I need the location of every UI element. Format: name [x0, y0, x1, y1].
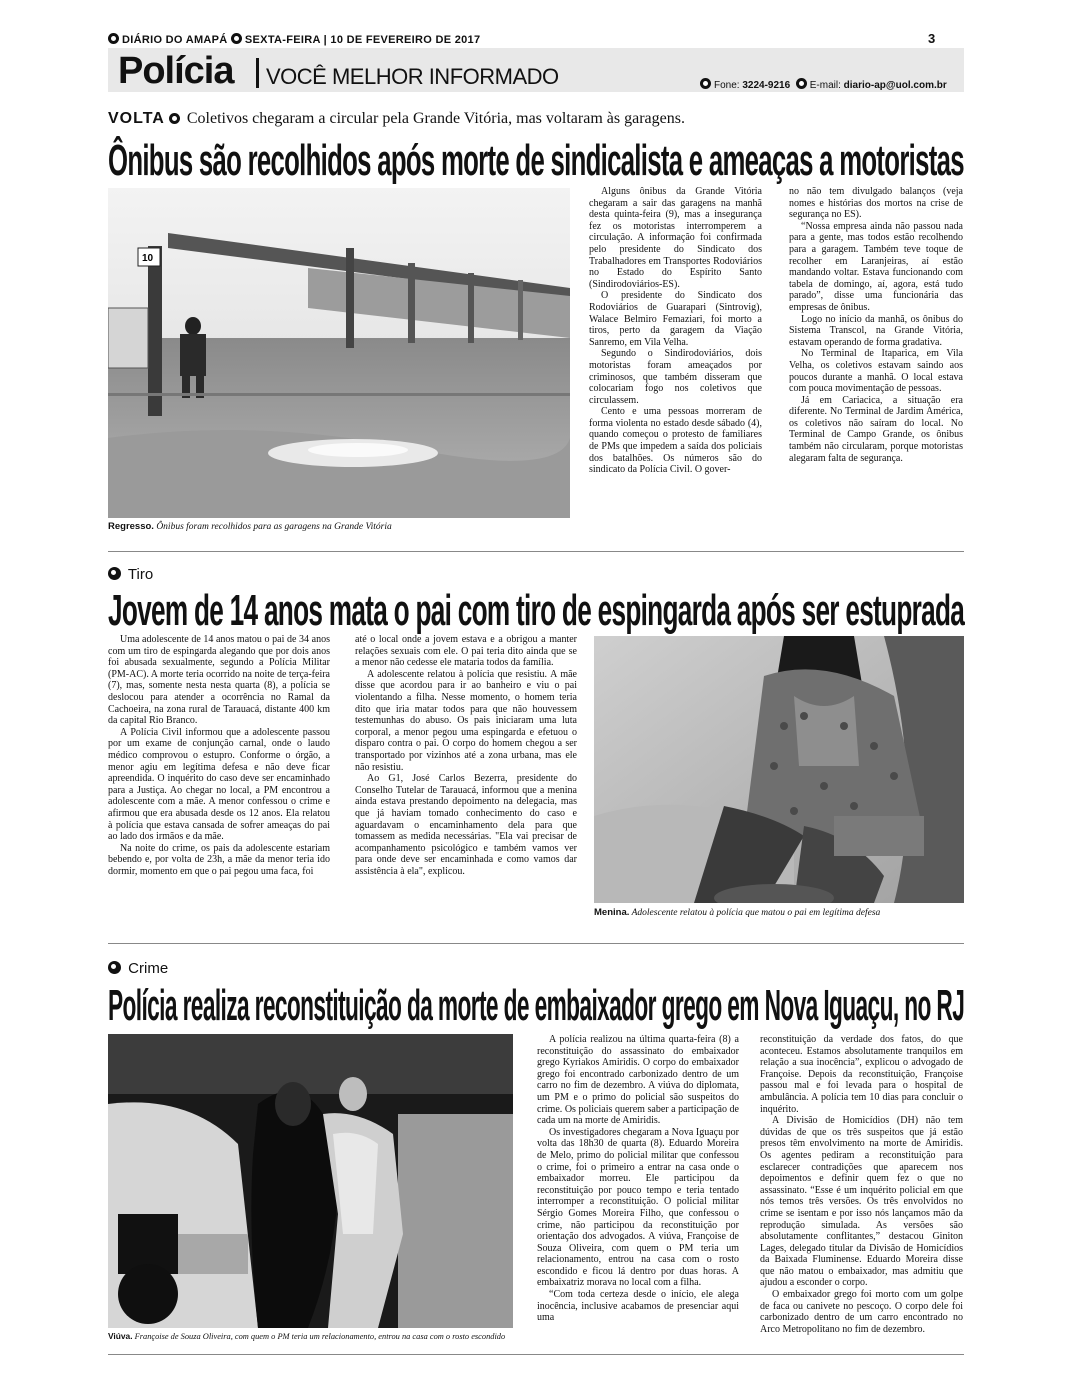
story1-headline: Ônibus são recolhidos após morte de sindicalista e ameaças a motoristas: [108, 136, 964, 185]
story3-caption: [108, 1331, 528, 1341]
email-address: diario-ap@uol.com.br: [843, 80, 947, 91]
section-title: Polícia: [118, 50, 234, 92]
paragraph: A Divisão de Homicídios (DH) não tem dúvidas de que os três suspeitos que já estão presos têm envolvimento na morte de Amiridis. Os agentes pediram a reconstituição para esclarecer contradições que aparecem nos depoimentos e definir quem fez o que no assassinato. “Esse é um inquérito policial em que nós temos três versões. Os três envolvidos no crime se isentam e por isso nós lançamos mão da reprodução simulada. As versões são absolutamente conflitantes,” destacou Giniton Lages, delegado titular da Divisão de Homicídios da Baixada Fluminense. Eduardo Moreira disse que não matou o embaixador, mas admitiu que ajudou a esconder o corpo.: [760, 1115, 963, 1289]
girl-photo: [594, 636, 964, 903]
story1-caption: [108, 521, 570, 532]
story3-column-2: [760, 1034, 963, 1335]
bullet-icon: [108, 567, 121, 580]
paragraph: Na noite do crime, os pais da adolescente estariam bebendo e, por volta de 23h, a mãe da menor teria ido dormir, momento em que o pai pegou uma faca, foi: [108, 842, 330, 877]
divider: [108, 943, 964, 944]
story2-caption: [594, 907, 964, 918]
paragraph: reconstituição da verdade dos fatos, do que aconteceu. Estamos absolutamente tranquilos em relação a sua inocência”, explicou o advogado de Françoise. Depois da reconstituição, Françoise passou mal e foi levada para o hospital de ambulância. A polícia tem 10 dias para concluir o inquérito.: [760, 1034, 963, 1115]
paragraph: Ao G1, José Carlos Bezerra, presidente do Conselho Tutelar de Tarauacá, informou que a menina ainda estava prestando depoimento na delegacia, mas que já haviam tomado conhecimento do caso e aguardavam o encaminhamento dela para que tomassem as medida necessárias. "Ela vai precisar de acompanhamento psicológico e também vamos ver para onde deve ser encaminhada e como vamos dar assistência à ela", explicou.: [355, 773, 577, 877]
paragraph: No Terminal de Itaparica, em Vila Velha, os coletivos estavam saindo aos poucos durante a manhã. O local estava com pouca movimentação de pessoas.: [789, 348, 963, 395]
label-text: Tiro: [127, 566, 154, 583]
issue-date: SEXTA-FEIRA | 10 DE FEVEREIRO DE 2017: [244, 34, 481, 46]
bullet-icon: [108, 33, 119, 44]
kicker-text: Coletivos chegaram a circular pela Grande Vitória, mas voltaram às garagens.: [186, 110, 685, 127]
paragraph: Logo no início da manhã, os ônibus do Sistema Transcol, na Grande Vitória, estavam operando de forma gradativa.: [789, 313, 963, 348]
story3-headline: Polícia realiza reconstituição da morte de embaixador grego em Nova Iguaçu, no RJ: [108, 981, 965, 1030]
email-label: E-mail:: [809, 80, 841, 91]
story2-headline: Jovem de 14 anos mata o pai com tiro de espingarda após ser estuprada: [108, 586, 965, 635]
caption-text: Françoise de Souza Oliveira, com quem o PM teria um relacionamento, entrou na casa com o rosto escondido: [134, 1332, 506, 1341]
caption-label: Viúva.: [108, 1331, 133, 1341]
reconstitution-photo: [108, 1034, 513, 1328]
bullet-icon: [108, 961, 121, 974]
paragraph: Já em Cariacica, a situação era diferente. No Terminal de Jardim América, os coletivos não saíram do local. No Terminal de Campo Grande, os ônibus também não circularam, porque motoristas alegaram falta de segurança.: [789, 394, 963, 464]
story1-column-1: [589, 186, 762, 476]
kicker-label: VOLTA: [108, 110, 165, 127]
bus-terminal-photo: [108, 188, 570, 518]
caption-label: Regresso.: [108, 521, 154, 532]
story3-label: [108, 960, 168, 977]
paragraph: A polícia realizou na última quarta-feira (8) a reconstituição do assassinato do embaixador grego Kyriakos Amiridis. O corpo do embaixador grego foi encontrado carbonizado dentro de um carro no fim de dezembro. A viúva do diplomata, um PM e o primo do policial são suspeitos do crime. Os policiais querem saber a participação de cada um na morte de Amiridis.: [537, 1034, 739, 1127]
divider: [108, 1354, 964, 1355]
paragraph: Os investigadores chegaram a Nova Iguaçu por volta das 18h30 de quarta (8). Eduardo Moreira de Melo, primo do policial militar que confessou o crime, foi o primeiro a entrar na casa onde o embaixador morreu. Ele participou da reconstituição por pouco tempo e teria tentado interromper a reconstituição. O policial militar Sérgio Gomes Moreira Filho, que confessou o crime, não participou da reconstituição por orientação dos advogados. A viúva, Françoise de Souza Oliveira, com quem o PM teria um relacionamento, entrou na casa com o rosto escondido e ficou lá dentro por duas horas. A embaixatriz morava no local com a filha.: [537, 1126, 739, 1289]
caption-text: Adolescente relatou à polícia que matou o pai em legítima defesa: [631, 908, 881, 918]
label-text: Crime: [128, 960, 169, 977]
email-icon: [796, 78, 807, 89]
story2-column-2: [355, 634, 577, 877]
contact-info: [700, 78, 947, 91]
paragraph: A adolescente relatou à polícia que resistiu. A mãe disse que acordou para ir ao banheiro e viu o pai violentando a filha. Nesse momento, o homem teria dito que iria matar todos para que não houvessem testemunhas do abuso. Os pais iniciaram uma luta corporal, a menor pegou uma espingarda e efetuou o disparo contra o pai. O corpo do homem chegou a ser transportado por vizinhos até a zona urbana, mas ele não resistiu.: [355, 668, 577, 773]
phone-label: Fone:: [714, 80, 740, 91]
masthead-line: [108, 33, 480, 46]
paragraph: Cento e uma pessoas morreram de forma violenta no estado desde sábado (4), quando começou o protesto de familiares de PMs que impedem a saída dos policiais dos batalhões. Os números são do sindicato da Polícia Civil. O gover-: [589, 406, 762, 476]
paragraph: O presidente do Sindicato dos Rodoviários de Guarapari (Sintrovig), Walace Belmiro Femaziari, foi morto a tiros, perto da garagem da Viação Sanremo, em Vila Velha.: [589, 290, 762, 348]
page-number: 3: [928, 31, 936, 46]
section-tagline: VOCÊ MELHOR INFORMADO: [266, 64, 559, 89]
paragraph: no não tem divulgado balanços (veja nomes e histórias dos mortos na crise de segurança no ES).: [789, 186, 963, 221]
caption-label: Menina.: [594, 907, 630, 918]
story3-column-1: [537, 1034, 739, 1324]
paragraph: Segundo o Sindirodoviários, dois motoristas foram ameaçados por criminosos, que também disseram que colocariam fogo nos coletivos que circulassem.: [589, 348, 762, 406]
paragraph: Alguns ônibus da Grande Vitória chegaram a sair das garagens na manhã desta quinta-feira (9), mas a insegurança fez os motoristas interromperem a circulação. A informação foi confirmada pelo presidente do Sindicato dos Trabalhadores em Transportes Rodoviários no Estado do Espírito Santo (Sindirodoviários-ES).: [589, 186, 762, 290]
phone-number: 3224-9216: [742, 80, 791, 91]
story1-kicker: [108, 110, 685, 128]
story2-label: [108, 566, 153, 583]
section-divider: [256, 58, 259, 88]
paragraph: Uma adolescente de 14 anos matou o pai de 34 anos com um tiro de espingarda alegando que por dois anos foi abusada sexualmente, segundo a Polícia Militar (PM-AC). A morte teria ocorrido na noite de terça-feira (7), mas, somente nesta nesta quarta (8), a polícia se deslocou para atender a ocorrência no Ramal da Cachoeira, na zona rural de Tarauacá, distante 400 km da capital Rio Branco.: [108, 634, 330, 727]
story2-column-1: [108, 634, 330, 877]
caption-text: Ônibus foram recolhidos para as garagens na Grande Vitória: [156, 522, 392, 532]
paper-name: DIÁRIO DO AMAPÁ: [122, 34, 228, 46]
bullet-icon: [169, 113, 180, 124]
paragraph: “Com toda certeza desde o início, ele alega inocência, inclusive acabamos de presenciar aqui uma: [537, 1289, 739, 1324]
divider: [108, 551, 964, 552]
phone-icon: [700, 78, 711, 89]
bullet-icon: [231, 33, 242, 44]
paragraph: O embaixador grego foi morto com um golpe de faca ou canivete no pescoço. O corpo dele foi carbonizado dentro de um carro encontrado no Arco Metropolitano no fim de dezembro.: [760, 1289, 963, 1335]
paragraph: até o local onde a jovem estava e a obrigou a manter relações sexuais com ele. O pai teria dito ainda que se a menor não cedesse ele mataria todos da família.: [355, 634, 577, 669]
paragraph: A Polícia Civil informou que a adolescente passou por um exame de conjunção carnal, onde o laudo médico comprovou o estupro. Conforme o órgão, a menor agiu em legítima defesa e não deve ficar apreendida. O inquérito do caso deve ser encaminhado para a Justiça. Ao chegar no local, a PM encontrou a adolescente com a mãe. A menor confessou o crime e afirmou que era abusada desde os 12 anos. Ela relatou à polícia que estava cansada de sofrer ameaças do pai ao lado dos irmãos e da mãe.: [108, 726, 330, 843]
sign-number: 10: [142, 253, 154, 264]
paragraph: “Nossa empresa ainda não passou nada para a gente, mas todos estão recolhendo para a garagem. Também teve toque de recolher em Laranjeiras, aí estão mandando voltar. Estava funcionando com tabela de domingo, aí, agora, está tudo parado”, disse uma funcionária das empresas de ônibus.: [789, 220, 963, 313]
story1-column-2: [789, 186, 963, 464]
